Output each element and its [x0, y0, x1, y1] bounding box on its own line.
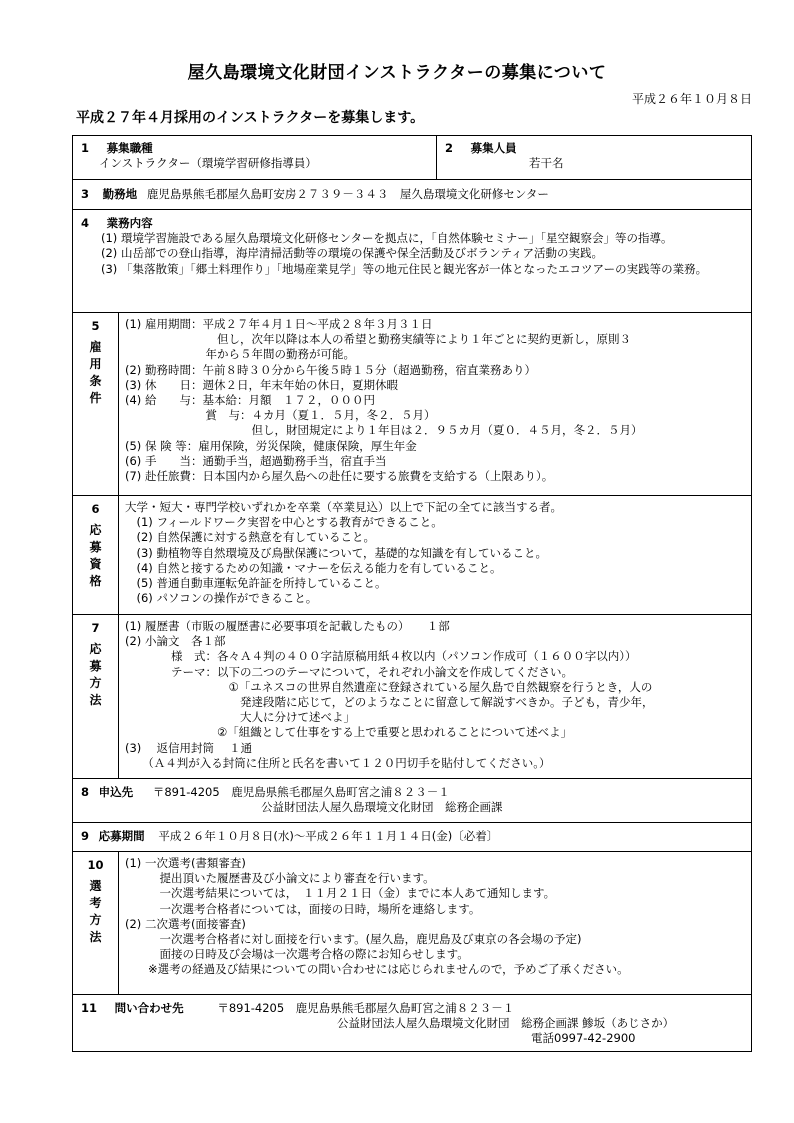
- section-6: [73, 496, 751, 615]
- section-8-num: 8: [81, 785, 90, 799]
- content-line: (1) 一次選考(書類審査): [125, 856, 246, 870]
- section-7-label: [73, 615, 119, 778]
- issue-date: 平成２６年１０月８日: [631, 92, 752, 106]
- content-line: 大学・短大・専門学校いずれかを卒業（卒業見込）以上で下記の全てに該当する者。: [125, 500, 562, 514]
- content-line: (1) 履歴書（市販の履歴書に必要事項を記載したもの） １部: [125, 619, 450, 633]
- content-line: (6) パソコンの操作ができること。: [125, 591, 318, 606]
- content-line: 発達段階に応じて，どのようなことに留意して解説すべきか。子ども，青少年，: [125, 695, 654, 710]
- section-8-head: 申込先: [98, 785, 134, 799]
- section-11-num: 11: [81, 1001, 98, 1015]
- content-line: ②「組織として仕事をする上で重要と思われることについて述べよ」: [125, 725, 573, 740]
- label-char: 格: [89, 574, 102, 588]
- section-10-label: [73, 852, 119, 994]
- content-line: (4) 給 与：基本給：月額 １７２，０００円: [125, 393, 375, 408]
- section-9: [73, 823, 751, 852]
- section-4-head: 業務内容: [106, 216, 153, 230]
- section-9-num: 9: [81, 829, 90, 843]
- page-title: 屋久島環境文化財団インストラクターの募集について: [187, 63, 607, 83]
- section-1-num: 1: [81, 141, 90, 155]
- content-line: 面接の日時及び会場は一次選考合格の際にお知らせします。: [125, 947, 469, 962]
- recruitment-table: [72, 135, 752, 1052]
- content-line: (1) 雇用期間：平成２７年４月１日～平成２８年３月３１日: [125, 317, 433, 331]
- section-6-content: [119, 496, 751, 614]
- lead-text: 平成２７年４月採用のインストラクターを募集します。: [76, 110, 425, 126]
- content-line: (5) 普通自動車運転免許証を所持していること。: [125, 576, 387, 591]
- content-line: (6) 手 当：通勤手当，超過勤務手当，宿直手当: [125, 453, 387, 468]
- content-line: 一次選考結果については， １１月２１日（金）までに本人あて通知します。: [125, 886, 556, 901]
- content-line: （Ａ４判が入る封筒に住所と氏名を書いて１２０円切手を貼付してください。）: [125, 755, 551, 770]
- section-11-head: 問い合わせ先: [114, 1001, 184, 1015]
- section-9-head: 応募期間: [98, 829, 145, 843]
- section-11-phone: 電話0997-42-2900: [531, 1031, 636, 1046]
- label-char: 雇: [89, 340, 102, 354]
- label-char: 選: [89, 879, 102, 893]
- section-1-head: 募集職種: [106, 141, 153, 155]
- label-char: 考: [89, 896, 102, 910]
- section-10-content: [119, 852, 751, 994]
- label-char: 件: [89, 391, 102, 405]
- content-line: (2) 勤務時間：午前８時３０分から午後５時１５分（超過勤務，宿直業務あり）: [125, 362, 536, 377]
- label-char: 法: [89, 693, 102, 707]
- content-line: (3) 動植物等自然環境及び鳥獣保護について，基礎的な知識を有していること。: [125, 545, 547, 560]
- label-char: 方: [89, 913, 102, 927]
- section-10: [73, 852, 751, 995]
- content-line: ①「ユネスコの世界自然遺産に登録されている屋久島で自然観察を行うとき，人の: [125, 679, 653, 694]
- label-char: 方: [89, 676, 102, 690]
- content-line: (5) 保 険 等：雇用保険，労災保険，健康保険，厚生年金: [125, 438, 417, 453]
- section-4-item: (2) 山岳部での登山指導，海岸清掃活動等の環境の保護や保全活動及びボランティア活動の実践。: [101, 246, 604, 261]
- content-line: 様 式：各々Ａ４判の４００字詰原稿用紙４枚以内（パソコン作成可（１６００字以内））: [125, 649, 637, 664]
- section-6-label: [73, 496, 119, 614]
- label-char: 用: [89, 357, 102, 371]
- label-char: 応: [89, 642, 102, 656]
- label-char: 法: [89, 930, 102, 944]
- section-1-text: インストラクター（環境学習研修指導員）: [99, 156, 317, 171]
- content-line: (7) 赴任旅費：日本国内から屋久島への赴任に要する旅費を支給する（上限あり）。: [125, 469, 554, 484]
- section-5-num: 5: [91, 319, 100, 333]
- content-line: 賞 与：４カ月（夏１．５月，冬２．５月）: [125, 408, 436, 423]
- section-5: [73, 313, 751, 496]
- label-char: 資: [89, 557, 102, 571]
- section-10-num: 10: [87, 858, 104, 872]
- section-8-org: 公益財団法人屋久島環境文化財団 総務企画課: [261, 800, 503, 815]
- content-line: テーマ：以下の二つのテーマについて，それぞれ小論文を作成してください。: [125, 664, 574, 679]
- section-3-num: 3: [81, 187, 90, 201]
- content-line: ※選考の経過及び結果についての問い合わせには応じられませんので，予めご了承ください。: [125, 962, 629, 977]
- label-char: 条: [89, 374, 102, 388]
- section-11-address: 〒891-4205 鹿児島県熊毛郡屋久島町宮之浦８２３－１: [217, 1001, 515, 1015]
- section-5-content: [119, 313, 751, 495]
- content-line: 但し，次年以降は本人の希望と勤務実績等により１年ごとに契約更新し，原則３: [125, 332, 631, 347]
- section-2-head: 募集人員: [470, 141, 517, 155]
- label-char: 募: [89, 659, 102, 673]
- section-6-num: 6: [91, 502, 100, 516]
- content-line: 一次選考合格者に対し面接を行います。(屋久島，鹿児島及び東京の各会場の予定): [125, 932, 582, 947]
- content-line: (1) フィールドワーク実習を中心とする教育ができること。: [125, 515, 443, 530]
- section-11-org: 公益財団法人屋久島環境文化財団 総務企画課 鯵坂（あじさか）: [337, 1016, 675, 1031]
- section-7-content: [119, 615, 751, 778]
- section-2-num: 2: [445, 141, 454, 155]
- section-2-text: 若干名: [529, 156, 564, 171]
- content-line: (3) 返信用封筒 １通: [125, 740, 253, 755]
- section-9-text: 平成２６年１０月８日(水)～平成２６年１１月１４日(金)〔必着〕: [158, 829, 499, 843]
- content-line: (2) 自然保護に対する熱意を有していること。: [125, 530, 375, 545]
- content-line: 一次選考合格者については，面接の日時，場所を連絡します。: [125, 901, 481, 916]
- section-7-num: 7: [91, 621, 100, 635]
- content-line: 但し，財団規定により１年目は２．９５カ月（夏０．４５月，冬２．５月）: [125, 423, 643, 438]
- section-8-address: 〒891-4205 鹿児島県熊毛郡屋久島町宮之浦８２３－１: [152, 785, 450, 799]
- row-position: [73, 136, 751, 180]
- content-line: 年から５年間の勤務が可能。: [125, 347, 355, 362]
- section-3: [73, 180, 751, 210]
- section-7: [73, 615, 751, 779]
- content-line: (4) 自然と接するための知識・マナーを伝える能力を有していること。: [125, 560, 502, 575]
- content-line: (3) 休 日：週休２日，年末年始の休日，夏期休暇: [125, 377, 398, 392]
- section-3-text: 鹿児島県熊毛郡屋久島町安房２７３９－３４３ 屋久島環境文化研修センター: [146, 187, 549, 201]
- content-line: 大人に分けて述べよ」: [125, 710, 355, 725]
- label-char: 募: [89, 540, 102, 554]
- section-4-item: (1) 環境学習施設である屋久島環境文化研修センターを拠点に，「自然体験セミナー」「星空観察会」等の指導。: [101, 231, 673, 246]
- content-line: (2) 二次選考(面接審査): [125, 916, 246, 931]
- section-4: [73, 210, 751, 313]
- section-8: [73, 779, 751, 823]
- section-11: [73, 995, 751, 1051]
- section-5-label: [73, 313, 119, 495]
- section-1: [73, 136, 437, 179]
- section-4-item: (3) 「集落散策」「郷土料理作り」「地場産業見学」等の地元住民と観光客が一体となったエコツアーの実践等の業務。: [101, 261, 708, 276]
- label-char: 応: [89, 523, 102, 537]
- section-3-head: 勤務地: [102, 187, 138, 201]
- content-line: 提出頂いた履歴書及び小論文により審査を行います。: [125, 871, 435, 886]
- section-2: [437, 136, 751, 179]
- content-line: (2) 小論文 各１部: [125, 634, 226, 649]
- section-4-num: 4: [81, 216, 90, 230]
- section-4-list: [81, 231, 743, 277]
